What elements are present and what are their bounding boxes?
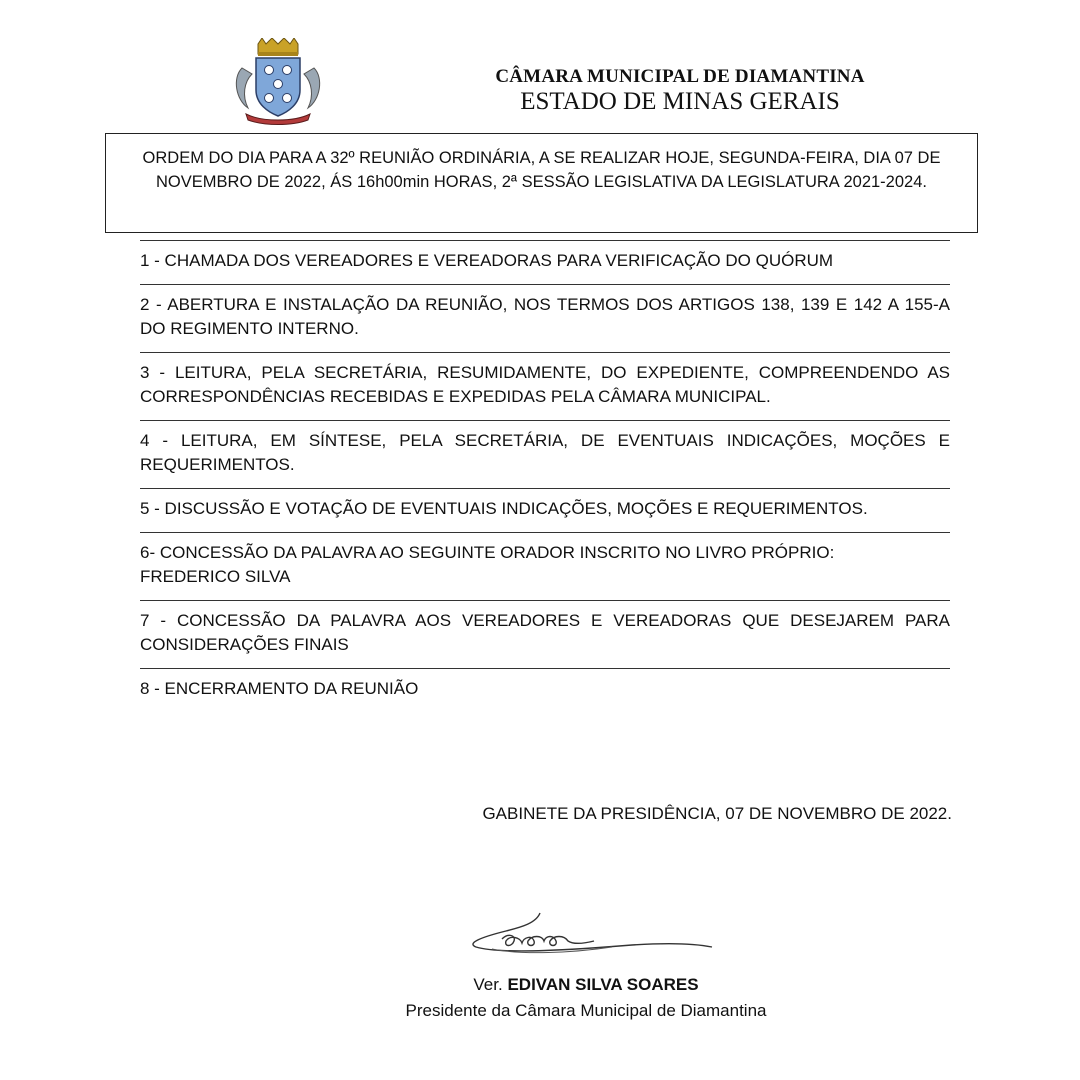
agenda-item-text: 2 - ABERTURA E INSTALAÇÃO DA REUNIÃO, NOS TERMOS DOS ARTIGOS 138, 139 E 142 A 155-A DO REGIMENTO INTERNO. (140, 295, 950, 338)
agenda-item-text: 1 - CHAMADA DOS VEREADORES E VEREADORAS PARA VERIFICAÇÃO DO QUÓRUM (140, 251, 834, 270)
agenda-item (140, 488, 950, 521)
agenda-item-text: 3 - LEITURA, PELA SECRETÁRIA, RESUMIDAMENTE, DO EXPEDIENTE, COMPREENDENDO AS CORRESPONDÊNCIAS RECEBIDAS E EXPEDIDAS PELA CÂMARA MUNICIPAL. (140, 363, 950, 406)
order-of-day-text: ORDEM DO DIA PARA A 32º REUNIÃO ORDINÁRIA, A SE REALIZAR HOJE, SEGUNDA-FEIRA, DIA 07 DE NOVEMBRO DE 2022, ÁS 16h00min HORAS, 2ª SESSÃO LEGISLATIVA DA LEGISLATURA 2021-2024. (142, 149, 941, 191)
agenda-list (140, 240, 950, 712)
institution-title: CÂMARA MUNICIPAL DE DIAMANTINA (495, 66, 865, 87)
agenda-item (140, 420, 950, 477)
agenda-item-text: 8 - ENCERRAMENTO DA REUNIÃO (140, 679, 419, 698)
signer-block (384, 972, 788, 1024)
speaker-name: FREDERICO SILVA (140, 567, 291, 586)
agenda-item-text: 5 - DISCUSSÃO E VOTAÇÃO DE EVENTUAIS INDICAÇÕES, MOÇÕES E REQUERIMENTOS. (140, 499, 868, 518)
closing-line: GABINETE DA PRESIDÊNCIA, 07 DE NOVEMBRO DE 2022. (482, 804, 952, 823)
signature-icon (462, 905, 722, 965)
header (430, 66, 930, 116)
agenda-item (140, 600, 950, 657)
agenda-item (140, 532, 950, 589)
agenda-item-text: 7 - CONCESSÃO DA PALAVRA AOS VEREADORES E VEREADORAS QUE DESEJAREM PARA CONSIDERAÇÕES FINAIS (140, 611, 950, 654)
signer-role: Presidente da Câmara Municipal de Diamantina (405, 1001, 767, 1020)
agenda-item (140, 352, 950, 409)
order-of-day-box (105, 133, 978, 233)
state-subtitle: ESTADO DE MINAS GERAIS (520, 88, 840, 115)
agenda-item-text: 4 - LEITURA, EM SÍNTESE, PELA SECRETÁRIA, DE EVENTUAIS INDICAÇÕES, MOÇÕES E REQUERIMENTOS. (140, 431, 950, 474)
signer-prefix: Ver. (473, 975, 503, 994)
agenda-item-text: 6- CONCESSÃO DA PALAVRA AO SEGUINTE ORADOR INSCRITO NO LIVRO PRÓPRIO: (140, 543, 835, 562)
signer-name: EDIVAN SILVA SOARES (507, 975, 699, 994)
agenda-item (140, 668, 950, 701)
agenda-item (140, 240, 950, 273)
coat-of-arms-icon (232, 38, 324, 126)
signer-name-line (384, 972, 788, 998)
agenda-item (140, 284, 950, 341)
